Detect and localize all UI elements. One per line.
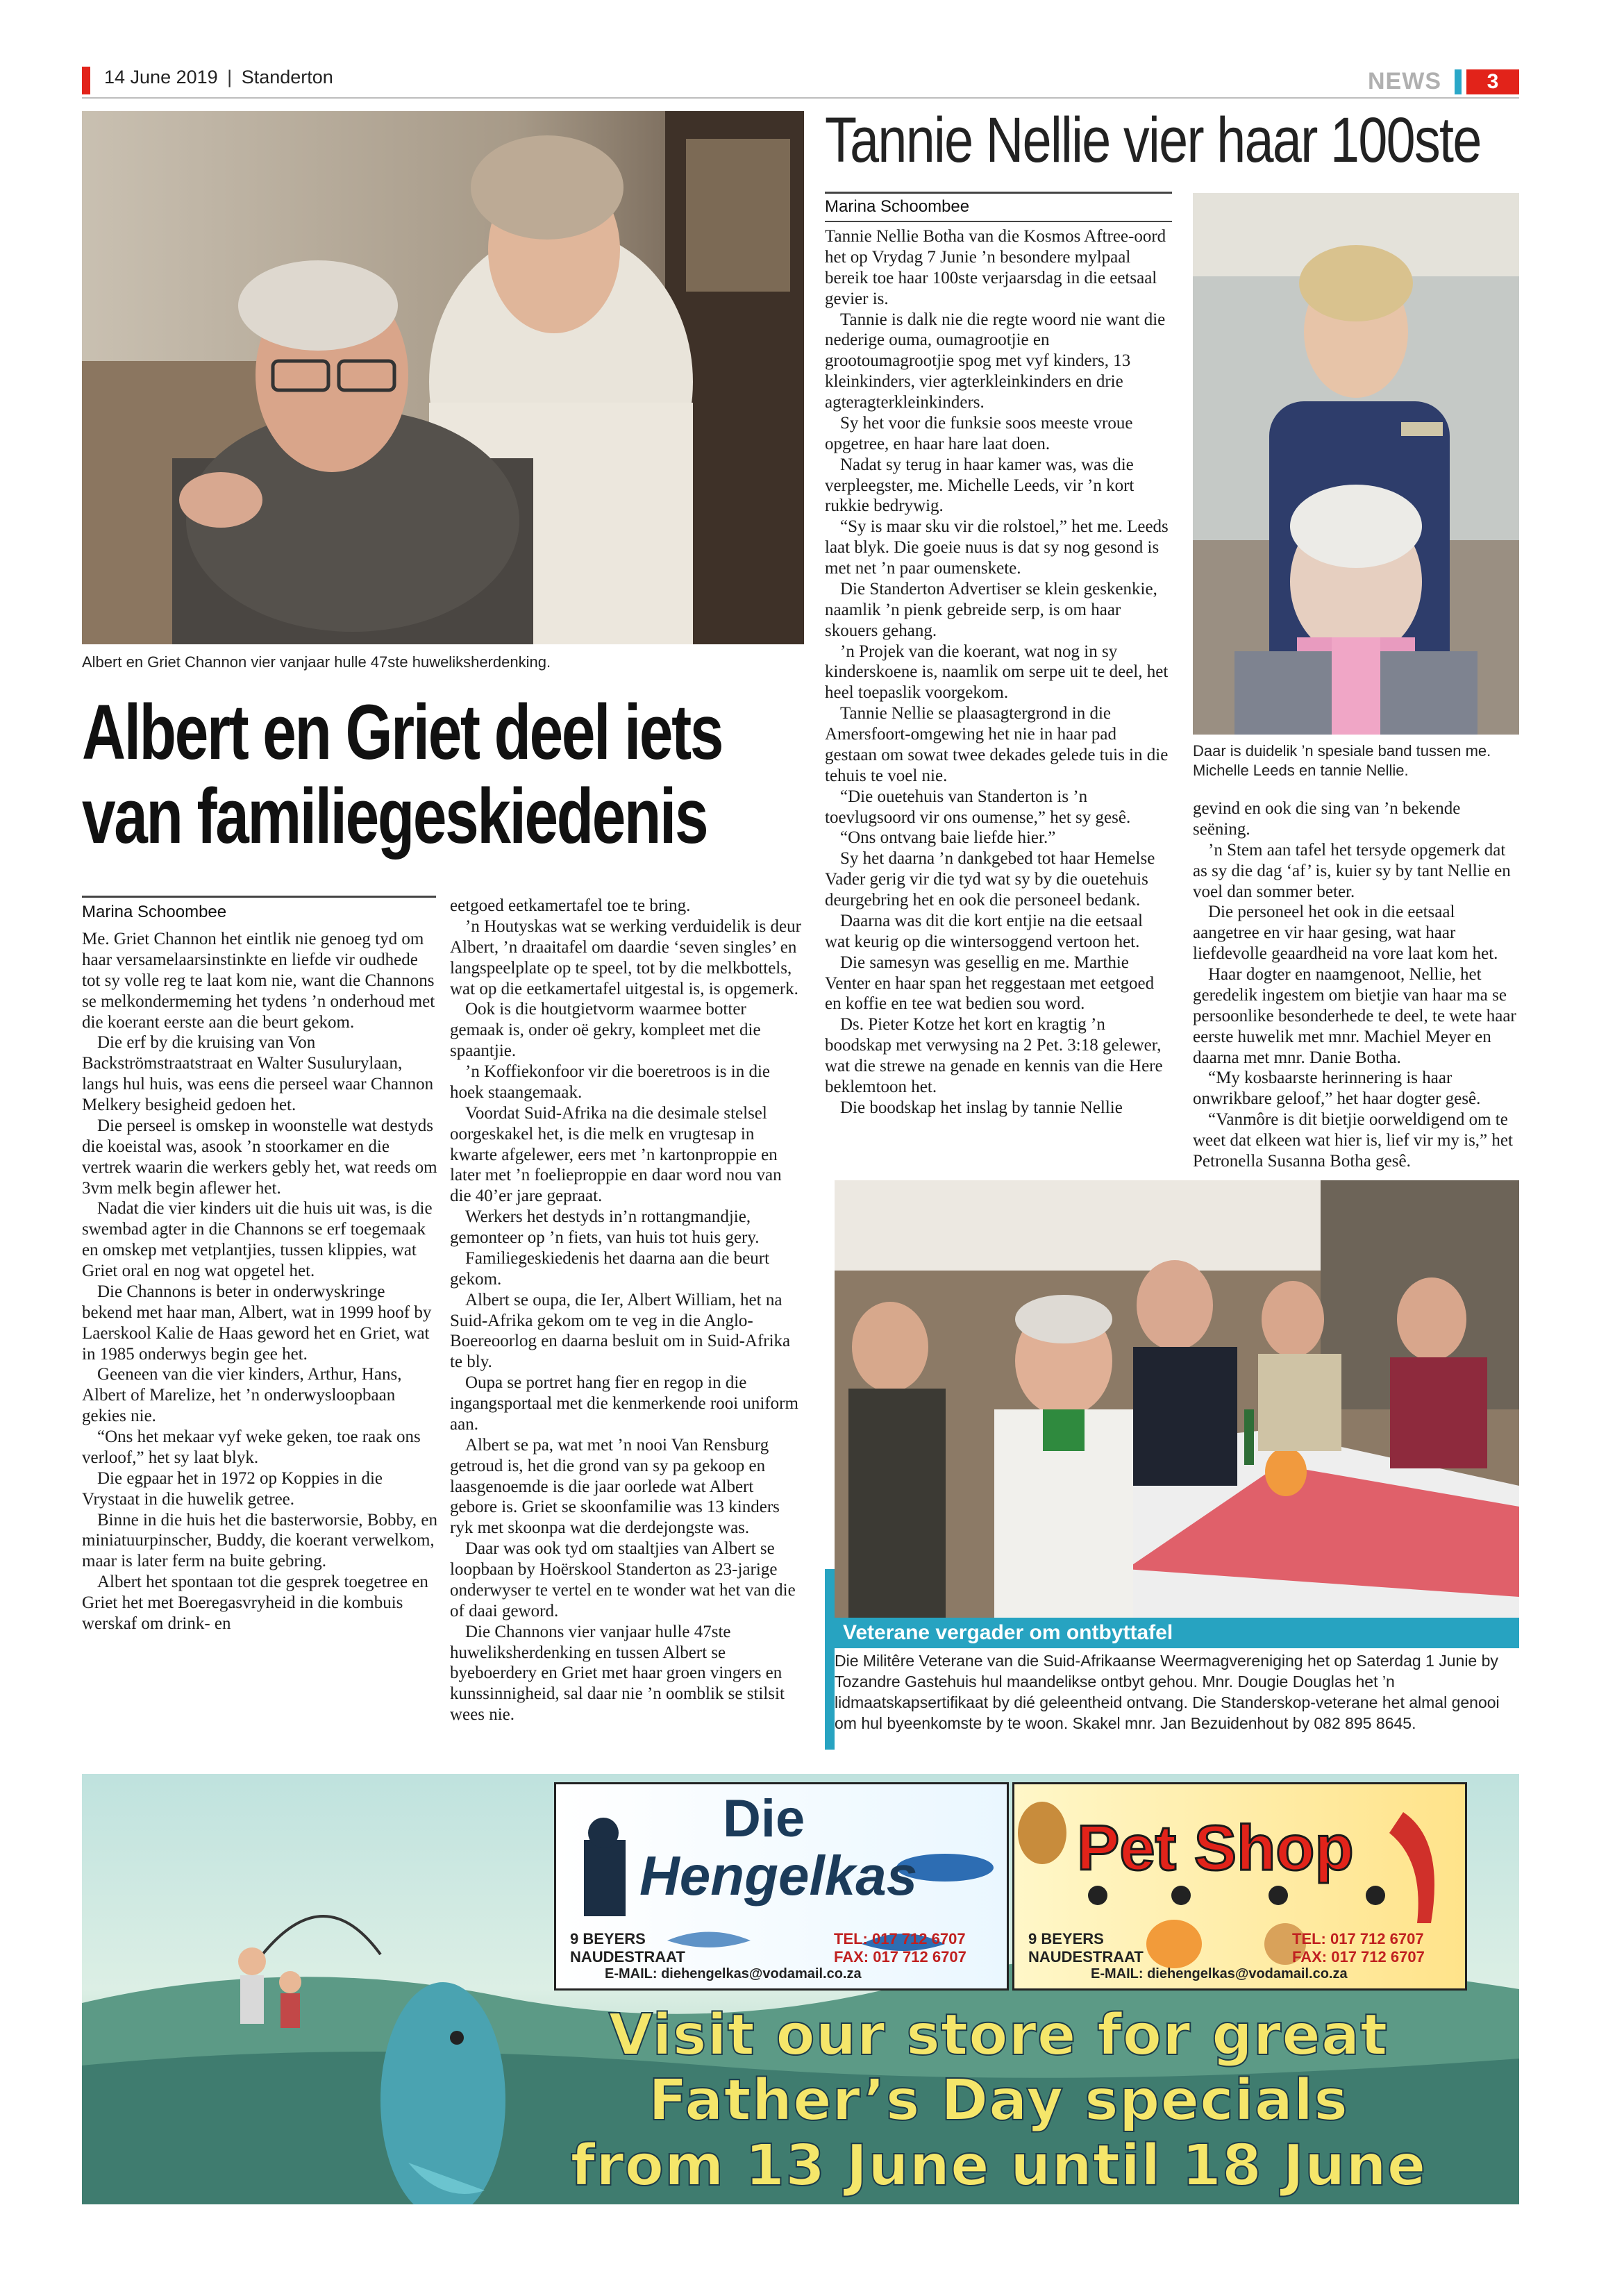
hengelkas-name: Hengelkas — [639, 1845, 918, 1907]
right-byline-rule-bottom — [825, 221, 1172, 222]
nellie-photo-art — [1193, 193, 1519, 735]
page-number: 3 — [1466, 69, 1519, 94]
headline-line-1: Albert en Griet deel iets — [82, 689, 723, 776]
paragraph: Ds. Pieter Kotze het kort en kragtig ’n boodskap met verwysing na 2 Pet. 3:18 gelewer, wat die strewe na genade en kennis van die Here beklemtoon het. — [825, 1015, 1163, 1096]
ad-slogan — [512, 2003, 1484, 2199]
paragraph: gevind en ook die sing van ’n bekende seëning. — [1193, 799, 1461, 839]
paragraph: Daarna was dit die kort entjie na die eetsaal wat keurig op die wintersoggend vertoon het. — [825, 911, 1143, 951]
paragraph: Me. Griet Channon het eintlik nie genoeg tyd om haar versamelaarsinstinkte en liefde vir oudhede tot sy volle reg te laat kom nie, want die Channons se melkondermeming het tydens ’n onderhoud met die koerant eerste aan die beurt gekom. — [82, 930, 435, 1032]
petshop-name: Pet Shop — [1077, 1813, 1354, 1884]
header-rule — [82, 97, 1519, 99]
paragraph: “My kosbaarste herinnering is haar onwrikbare geloof,” het haar dogter gesê. — [1193, 1069, 1481, 1109]
left-byline: Marina Schoombee — [82, 903, 227, 921]
paragraph: Die Channons is beter in onderwyskringe bekend met haar man, Albert, wat in 1999 hoof by Laerskool Kalie de Haas geword het en Griet, wat in 1985 onderwys begin gee het. — [82, 1282, 432, 1364]
couple-photo-art — [82, 111, 804, 644]
hengelkas-die: Die — [723, 1789, 805, 1848]
paragraph: Geeneen van die vier kinders, Arthur, Hans, Albert of Marelize, het ’n onderwysloopbaan gekies nie. — [82, 1365, 402, 1426]
paragraph: Tannie Nellie Botha van die Kosmos Aftree-oord het op Vrydag 7 Junie ’n besondere mylpaal bereik toe haar 100ste verjaarsdag in die eetsaal gevier is. — [825, 227, 1166, 308]
paragraph: Albert het spontaan tot die gesprek toegetree en Griet het met Boeregasvryheid in die kombuis werskaf om drink- en — [82, 1573, 428, 1633]
paragraph: “Die ouetehuis van Standerton is ’n toevlugsoord vir ons oumense,” het sy gesê. — [825, 787, 1131, 827]
paragraph: “Ons ontvang baie liefde hier.” — [840, 828, 1056, 848]
header-accent-bar — [82, 67, 90, 94]
paragraph: Oupa se portret hang fier en regop in die ingangsportaal met die kenmerkende rooi uniform aan. — [450, 1373, 798, 1434]
byline-rule — [82, 896, 436, 898]
couple-photo-caption: Albert en Griet Channon vier vanjaar hulle 47ste huweliksherdenking. — [82, 653, 551, 671]
left-article-column-1 — [82, 929, 437, 1634]
petshop-tel: TEL: 017 712 6707 — [1292, 1930, 1424, 1947]
paragraph: Albert se pa, wat met ’n nooi Van Rensburg getroud is, het die grond van sy pa gekoop en laasgenoemde is die jaar oorlede wat Albert gebore is. Griet se skoonfamilie was 13 kinders ryk met skoonpa wat die derdejongste was. — [450, 1435, 780, 1538]
paragraph: Daar was ook tyd om staaltjies van Albert se loopbaan by Hoërskool Standerton as 23-jarige onderwyser te vertel en te wonder wat het van die of daai geword. — [450, 1539, 796, 1620]
ad-slogan-line-2: Father’s Day specials — [648, 2068, 1349, 2134]
hengelkas-tel: TEL: 017 712 6707 — [834, 1930, 966, 1947]
hengelkas-address2: NAUDESTRAAT — [570, 1948, 685, 1966]
hengelkas-address1: 9 BEYERS — [570, 1930, 646, 1947]
veterans-caption: Die Militêre Veterane van die Suid-Afrikaanse Weermagvereniging het op Saterdag 1 Junie by Tozandre Gastehuis hul maandelikse ontbyt gehou. Mnr. Dougie Douglas het ’n lidmaatskapsertifikaat by dié geleentheid ontvang. Die Standerskop-veterane het almal genooi om hul byeenkomste by te woon. Skakel mnr. Jan Bezuidenhout by 082 895 8645. — [835, 1652, 1500, 1732]
main-headline — [82, 689, 723, 860]
hengelkas-fax: FAX: 017 712 6707 — [834, 1948, 966, 1966]
header-dateline — [104, 67, 333, 88]
paragraph: Albert se oupa, die Ier, Albert William, het na Suid-Afrika gekom om te veg in die Anglo-Boereoorlog en daarna besluit om in Suid-Afrika te bly. — [450, 1290, 791, 1372]
petshop-email: E-MAIL: diehengelkas@vodamail.co.za — [1091, 1966, 1348, 1981]
paragraph: ’n Stem aan tafel het tersyde opgemerk dat as sy die dag ‘af’ is, kuier sy by tant Nellie en voel dan sommer beter. — [1193, 840, 1511, 901]
hengelkas-email: E-MAIL: diehengelkas@vodamail.co.za — [605, 1966, 862, 1981]
right-article-column-1 — [825, 226, 1172, 1118]
nellie-photo-caption: Daar is duidelik ’n spesiale band tussen me. Michelle Leeds en tannie Nellie. — [1193, 742, 1491, 779]
paragraph: Tannie Nellie se plaasagtergrond in die Amersfoort-omgewing het nie in haar pad gestaan om sowat twee dekades gelede tuis in die tehuis te voel nie. — [825, 704, 1169, 785]
paragraph: Die erf by die kruising van Von Backströmstraatstraat en Walter Susulurylaan, langs hul huis, was eens die perseel waar Channon Melkery besigheid gedoen het. — [82, 1033, 434, 1114]
right-article-column-2 — [1193, 798, 1519, 1172]
left-article-column-2 — [450, 896, 804, 1725]
veterans-photo-art — [835, 1180, 1519, 1618]
paragraph: “Ons het mekaar vyf weke geken, toe raak ons verloof,” het sy laat blyk. — [82, 1427, 421, 1467]
paragraph: Die samesyn was gesellig en me. Marthie Venter en haar span het reggestaan met eetgoed en koffie en tee wat bedien sou word. — [825, 953, 1155, 1014]
right-byline-rule — [825, 192, 1172, 194]
paragraph: Die egpaar het in 1972 op Koppies in die Vrystaat in die huwelik getree. — [82, 1468, 383, 1509]
paragraph: Die Standerton Advertiser se klein geskenkie, naamlik ’n pienk gebreide serp, is om haar skouers gehang. — [825, 579, 1157, 640]
petshop-address2: NAUDESTRAAT — [1028, 1948, 1144, 1966]
paragraph: Binne in die huis het die basterworsie, Bobby, en miniatuurpinscher, Buddy, die koerant verwelkom, maar is later ferm na buite gebring. — [82, 1510, 437, 1571]
veterans-title: Veterane vergader om ontbyttafel — [835, 1618, 1519, 1648]
paragraph: ’n Koffiekonfoor vir die boeretroos is in die hoek staangemaak. — [450, 1062, 771, 1102]
paragraph: Sy het daarna ’n dankgebed tot haar Hemelse Vader gerig vir die tyd wat sy by die ouetehuis deurgebring het en ook die personeel bedank. — [825, 849, 1155, 910]
paragraph: ’n Houtyskas wat se werking verduidelik is deur Albert, ’n draaitafel om daardie ‘seven singles’ en langspeelplate op te speel, tot by die melkbottels, wat op die eetkamertafel uitgestal is, is opgemerk. — [450, 916, 801, 998]
paragraph: eetgoed eetkamertafel toe te bring. — [450, 896, 691, 915]
couple-photo — [82, 111, 804, 644]
right-byline: Marina Schoombee — [825, 197, 970, 216]
petshop-address1: 9 BEYERS — [1028, 1930, 1104, 1947]
veterans-accent-bar — [825, 1569, 835, 1750]
paragraph: Voordat Suid-Afrika na die desimale stelsel oorgeskakel het, is die melk en vrugtesap in kwarte afgelewer, eers met ’n kartonproppie en later met ’n foelieproppie en daar word nou van die 40’er jare gepraat. — [450, 1103, 782, 1206]
right-headline: Tannie Nellie vier haar 100ste — [825, 105, 1481, 176]
nellie-photo — [1193, 193, 1519, 735]
header-date: 14 June 2019 — [104, 67, 218, 87]
paragraph: Familiegeskiedenis het daarna aan die beurt gekom. — [450, 1248, 770, 1289]
paragraph: Tannie is dalk nie die regte woord nie want die nederige ouma, oumagrootjie en grootoumagrootjie spog met vyf kinders, 13 kleinkinders, vier agterkleinkinders en drie agteragterkleinkinders. — [825, 310, 1166, 412]
paragraph: Sy het voor die funksie soos meeste vroue opgetree, en haar hare laat doen. — [825, 413, 1133, 453]
paragraph: Haar dogter en naamgenoot, Nellie, het geredelik ingestem om bietjie van haar ma se persoonlike besonderhede te deel, te wete haar eerste huwelik met mnr. Machiel Meyer en daarna met mnr. Danie Botha. — [1193, 965, 1516, 1067]
paragraph: Die boodskap het inslag by tannie Nellie — [840, 1098, 1123, 1117]
header-paper: Standerton — [241, 67, 333, 87]
veterans-photo — [835, 1180, 1519, 1618]
petshop-fax: FAX: 017 712 6707 — [1292, 1948, 1425, 1966]
paragraph: ’n Projek van die koerant, wat nog in sy kinderskoene is, naamlik om serpe uit te deel, het heel toepaslik voorgekom. — [825, 642, 1169, 703]
paragraph: Die personeel het ook in die eetsaal aangetree en vir haar gesing, wat haar liefdevolle geaardheid na vore laat kom het. — [1193, 903, 1498, 964]
paragraph: “Sy is maar sku vir die rolstoel,” het me. Leeds laat blyk. Die goeie nuus is dat sy nog gesond is met net ’n paar oumenskete. — [825, 517, 1169, 578]
paragraph: Nadat sy terug in haar kamer was, was die verpleegster, me. Michelle Leeds, vir ’n kort rukkie bedrywig. — [825, 455, 1135, 516]
paragraph: Nadat die vier kinders uit die huis uit was, is die swembad agter in die Channons se erf toegemaak en omskep met vetplantjies, tussen klippies, wat Griet oral en nog wat opgetel het. — [82, 1199, 433, 1280]
paragraph: Die Channons vier vanjaar hulle 47ste huweliksherdenking en tussen Albert se byeboerdery en Griet met haar groen vingers en kunssinnigheid, sal daar nie ’n oomblik se stilsit wees nie. — [450, 1622, 785, 1725]
headline-line-2: van familiegeskiedenis — [82, 772, 708, 860]
section-accent — [1455, 69, 1462, 94]
ad-slogan-line-3: from 13 June until 18 June — [570, 2133, 1427, 2199]
petshop-logo-box — [1012, 1782, 1467, 1991]
advertisement — [82, 1774, 1519, 2204]
section-label: NEWS — [1368, 68, 1441, 94]
paragraph: Ook is die houtgietvorm waarmee botter gemaak is, onder oë gekry, kompleet met die spaantjie. — [450, 1000, 761, 1061]
paragraph: “Vanmôre is dit bietjie oorweldigend om te weet dat elkeen wat hier is, lief vir my is,” het Petronella Susanna Botha gesê. — [1193, 1110, 1513, 1171]
header-separator: | — [227, 67, 233, 87]
hengelkas-logo-box — [554, 1782, 1009, 1991]
paragraph: Werkers het destyds in’n rottangmandjie, gemonteer op ’n fiets, van huis tot huis gery. — [450, 1207, 760, 1247]
ad-slogan-line-1: Visit our store for great — [608, 2002, 1389, 2068]
paragraph: Die perseel is omskep in woonstelle wat destyds die koeistal was, asook ’n stoorkamer en die vertrek waarin die werkers gebly het, wat reeds om 3vm melk begin aflewer het. — [82, 1116, 437, 1198]
